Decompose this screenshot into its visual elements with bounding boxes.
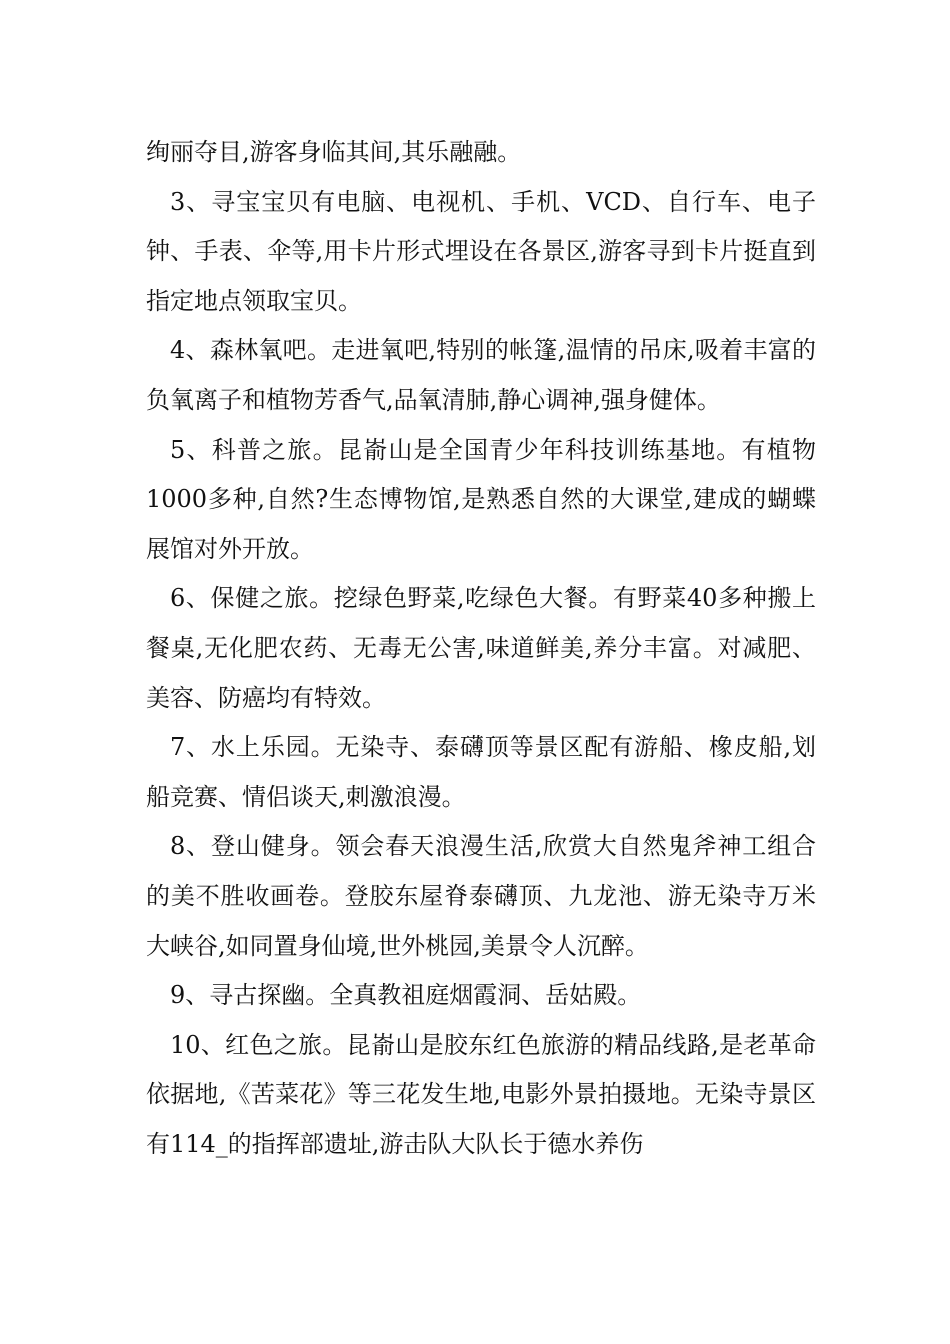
paragraph-4: 5、科普之旅。昆嵛山是全国青少年科技训练基地。有植物1000多种,自然?生态博物馆,是熟悉自然的大课堂,建成的蝴蝶展馆对外开放。 bbox=[146, 435, 816, 563]
document-body bbox=[146, 128, 816, 1169]
paragraph-6: 7、水上乐园。无染寺、泰礴顶等景区配有游船、橡皮船,划船竞赛、情侣谈天,刺激浪漫。 bbox=[146, 733, 816, 811]
paragraph-5: 6、保健之旅。挖绿色野菜,吃绿色大餐。有野菜40多种搬上餐桌,无化肥农药、无毒无公害,味道鲜美,养分丰富。对减肥、美容、防癌均有特效。 bbox=[146, 584, 816, 712]
paragraph-9: 10、红色之旅。昆嵛山是胶东红色旅游的精品线路,是老革命依据地,《苦菜花》等三花发生地,电影外景拍摄地。无染寺景区有114_的指挥部遗址,游击队大队长于德水养伤 bbox=[146, 1030, 816, 1158]
paragraph-1: 绚丽夺目,游客身临其间,其乐融融。 bbox=[146, 138, 522, 166]
paragraph-8: 9、寻古探幽。全真教祖庭烟霞洞、岳姑殿。 bbox=[170, 981, 642, 1010]
paragraph-2: 3、寻宝宝贝有电脑、电视机、手机、VCD、自行车、电子钟、手表、伞等,用卡片形式埋设在各景区,游客寻到卡片挺直到指定地点领取宝贝。 bbox=[146, 187, 816, 315]
paragraph-7: 8、登山健身。领会春天浪漫生活,欣赏大自然鬼斧神工组合的美不胜收画卷。登胶东屋脊泰礴顶、九龙池、游无染寺万米大峡谷,如同置身仙境,世外桃园,美景令人沉醉。 bbox=[146, 832, 816, 960]
paragraph-3: 4、森林氧吧。走进氧吧,特别的帐篷,温情的吊床,吸着丰富的负氧离子和植物芳香气,品氧清肺,静心调神,强身健体。 bbox=[146, 336, 816, 414]
